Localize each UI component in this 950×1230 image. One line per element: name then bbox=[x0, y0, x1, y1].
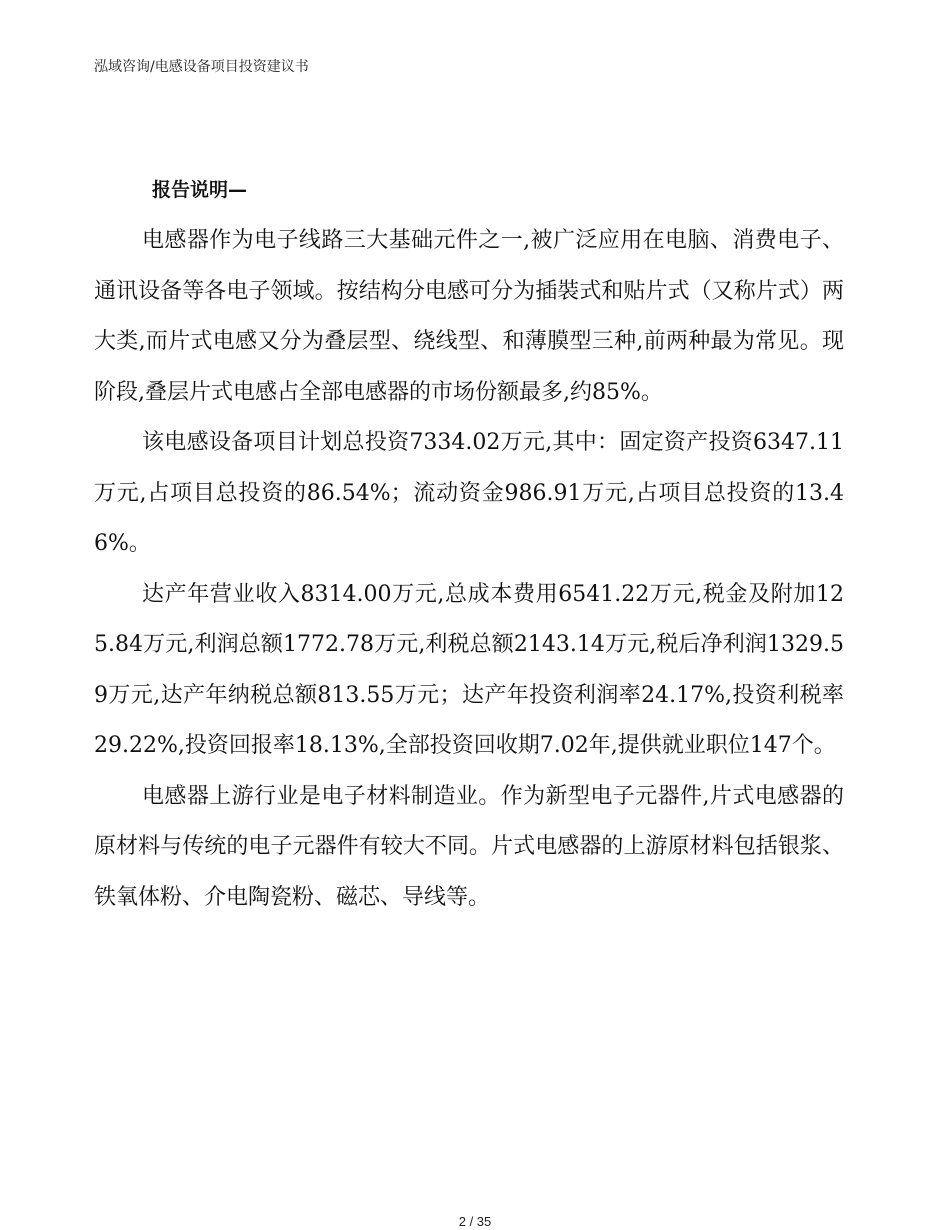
paragraph-intro: 电感器作为电子线路三大基础元件之一,被广泛应用在电脑、消费电子、通讯设备等各电子领域。按结构分电感可分为插裝式和贴片式（又称片式）两大类,而片式电感又分为叠层型、绕线型、和薄膜型三种,前两种最为常见。现阶段,叠层片式电感占全部电感器的市场份额最多,约85%。 bbox=[94, 228, 844, 405]
section-title: 报告说明— bbox=[152, 179, 248, 201]
paragraph-financials: 达产年营业收入8314.00万元,总成本费用6541.22万元,税金及附加125.84万元,利润总额1772.78万元,利税总额2143.14万元,税后净利润1329.59万元,达产年纳税总额813.55万元；达产年投资利润率24.17%,投资利税率29.22%,投资回报率18.13%,全部投资回收期7.02年,提供就业职位147个。 bbox=[94, 581, 844, 758]
body-text bbox=[94, 216, 844, 923]
paragraph-upstream: 电感器上游行业是电子材料制造业。作为新型电子元器件,片式电感器的原材料与传统的电子元器件有较大不同。片式电感器的上游原材料包括银浆、铁氧体粉、介电陶瓷粉、磁芯、导线等。 bbox=[94, 783, 844, 910]
paragraph-investment: 该电感设备项目计划总投资7334.02万元,其中：固定资产投资6347.11万元,占项目总投资的86.54%；流动资金986.91万元,占项目总投资的13.46%。 bbox=[94, 430, 844, 556]
running-header: 泓域咨询/电感设备项目投资建议书 bbox=[94, 59, 309, 75]
page-indicator: 2 / 35 bbox=[458, 1214, 492, 1229]
